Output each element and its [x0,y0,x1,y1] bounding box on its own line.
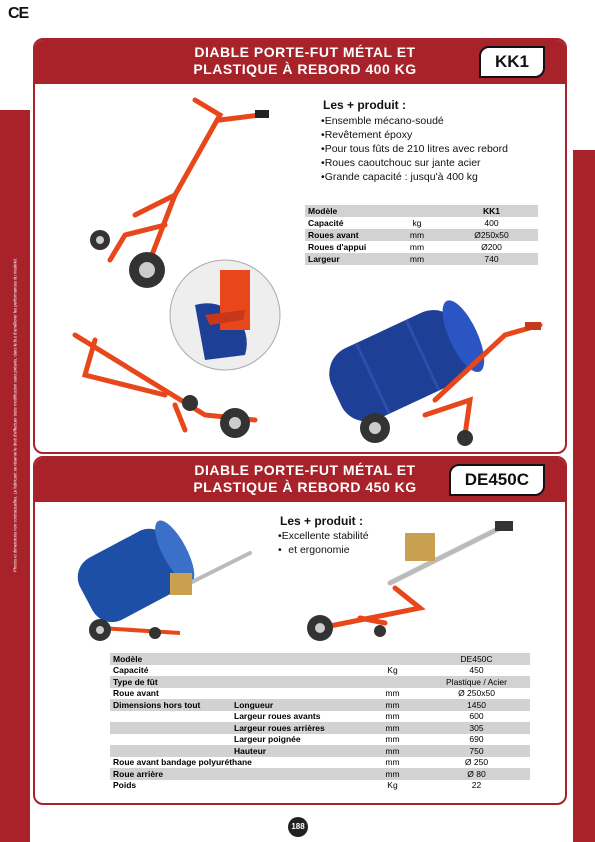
spec-value: Ø 250x50 [458,688,495,699]
spec-unit: mm [409,242,425,252]
spec-unit: Kg [387,780,398,791]
product-title-line1: DIABLE PORTE-FUT MÉTAL ET [194,462,416,478]
spec-table-kk1 [305,205,538,265]
plus-item: • Roues caoutchouc sur jante acier [321,156,508,170]
page-number: 188 [288,817,308,837]
side-disclaimer [2,150,28,680]
spec-sublabel [231,665,362,677]
spec-unit: mm [362,722,423,734]
spec-sublabel: Largeur roues arrières [231,722,362,734]
plus-list [278,529,369,557]
spec-unit [389,205,445,217]
product-title-line1: DIABLE PORTE-FUT MÉTAL ET [194,44,416,60]
spec-label: Modèle [110,653,231,665]
plus-item: • Grande capacité : jusqu'à 400 kg [321,170,508,184]
product-image-drum [305,290,545,450]
table-row [110,745,530,757]
spec-label: Capacité [308,218,344,228]
spec-label: Dimensions hors tout [110,699,231,711]
spec-value: 22 [471,780,482,791]
product-title-line2: PLASTIQUE À REBORD 400 KG [193,61,417,77]
spec-value: Plastique / Acier [423,676,530,688]
spec-value: 400 [484,218,499,228]
spec-value: Ø 250 [464,757,489,768]
product-image-de450c-loaded [60,508,260,643]
product-title [155,462,455,496]
product-panel-de450c [33,456,567,805]
product-code-tag: KK1 [479,46,545,78]
table-row [110,734,530,746]
table-row [110,780,530,792]
table-row [110,653,530,665]
spec-unit: mm [362,745,423,757]
table-row [110,768,530,780]
spec-value: 450 [469,665,484,676]
table-row [305,229,538,241]
plus-item: • Ensemble mécano-soudé [321,114,508,128]
spec-label: Poids [113,780,137,791]
spec-unit [362,676,423,688]
product-title [155,44,455,78]
spec-value: 600 [469,711,484,722]
spec-value: 1450 [423,699,530,711]
spec-unit: mm [385,734,400,745]
plus-title: Les + produit : [323,98,407,112]
product-code-tag: DE450C [449,464,545,496]
spec-sublabel: Largeur poignée [234,734,301,745]
spec-label: Capacité [113,665,149,676]
spec-sublabel [231,688,362,700]
spec-label [110,745,231,757]
spec-value: 740 [445,253,538,265]
plus-title: Les + produit : [280,514,364,528]
spec-sublabel: Longueur [231,699,362,711]
spec-table-de450c [110,653,530,791]
right-sidebar-top [573,0,595,150]
spec-unit [362,653,423,665]
table-row [110,699,530,711]
spec-sublabel: Hauteur [231,745,362,757]
plus-item: • Revêtement époxy [321,128,508,142]
spec-value: DE450C [423,653,530,665]
spec-unit: mm [385,711,400,722]
spec-label: Modèle [305,205,389,217]
ce-mark-logo: CE [8,5,29,22]
spec-label: Roue avant [113,688,159,699]
spec-label [110,722,231,734]
spec-label: Largeur [305,253,389,265]
spec-unit: mm [389,253,445,265]
table-row [305,205,538,217]
plus-item [278,543,369,557]
spec-unit: mm [389,229,445,241]
side-disclaimer-text: Photos et dimensions non contractuelles. Le fabricant se réserve le droit d'effectuer toute modification sans préavis, dans le but d'améliorer les performances du matériel. [12,258,18,572]
spec-unit: mm [385,688,400,699]
spec-value: 750 [423,745,530,757]
spec-value: 305 [423,722,530,734]
spec-label [110,711,231,723]
product-title-bar [35,40,565,84]
table-row [305,253,538,265]
table-row [110,676,530,688]
spec-sublabel [231,653,362,665]
spec-sublabel [231,780,362,792]
spec-sublabel [231,676,362,688]
spec-unit: mm [385,757,400,768]
spec-value: KK1 [445,205,538,217]
spec-label: Roue avant bandage polyuréthane [113,757,252,768]
table-row [110,711,530,723]
spec-unit: mm [362,768,423,780]
product-image-kk1 [55,85,305,440]
product-title-line2: PLASTIQUE À REBORD 450 KG [193,479,417,495]
spec-label: Roue arrière [110,768,231,780]
spec-value: Ø 80 [423,768,530,780]
plus-item: • Pour tous fûts de 210 litres avec rebord [321,142,508,156]
table-row [110,757,530,769]
plus-list [321,114,508,184]
spec-sublabel: Largeur roues avants [234,711,321,722]
product-panel-kk1 [33,38,567,454]
spec-unit: kg [412,218,422,228]
plus-item: • Excellente stabilité [278,529,369,543]
plus-item-continuation: et ergonomie [288,544,350,556]
spec-unit: Kg [387,665,398,676]
spec-value: 690 [469,734,484,745]
table-row [305,217,538,229]
spec-unit: mm [362,699,423,711]
spec-label: Roues d'appui [308,242,367,252]
product-title-bar [35,458,565,502]
table-row [110,688,530,700]
spec-label: Roues avant [305,229,389,241]
spec-value: Ø200 [481,242,502,252]
spec-label [110,734,231,746]
table-row [110,722,530,734]
table-row [305,241,538,253]
spec-label: Type de fût [110,676,231,688]
spec-value: Ø250x50 [445,229,538,241]
table-row [110,665,530,677]
spec-sublabel [231,768,362,780]
